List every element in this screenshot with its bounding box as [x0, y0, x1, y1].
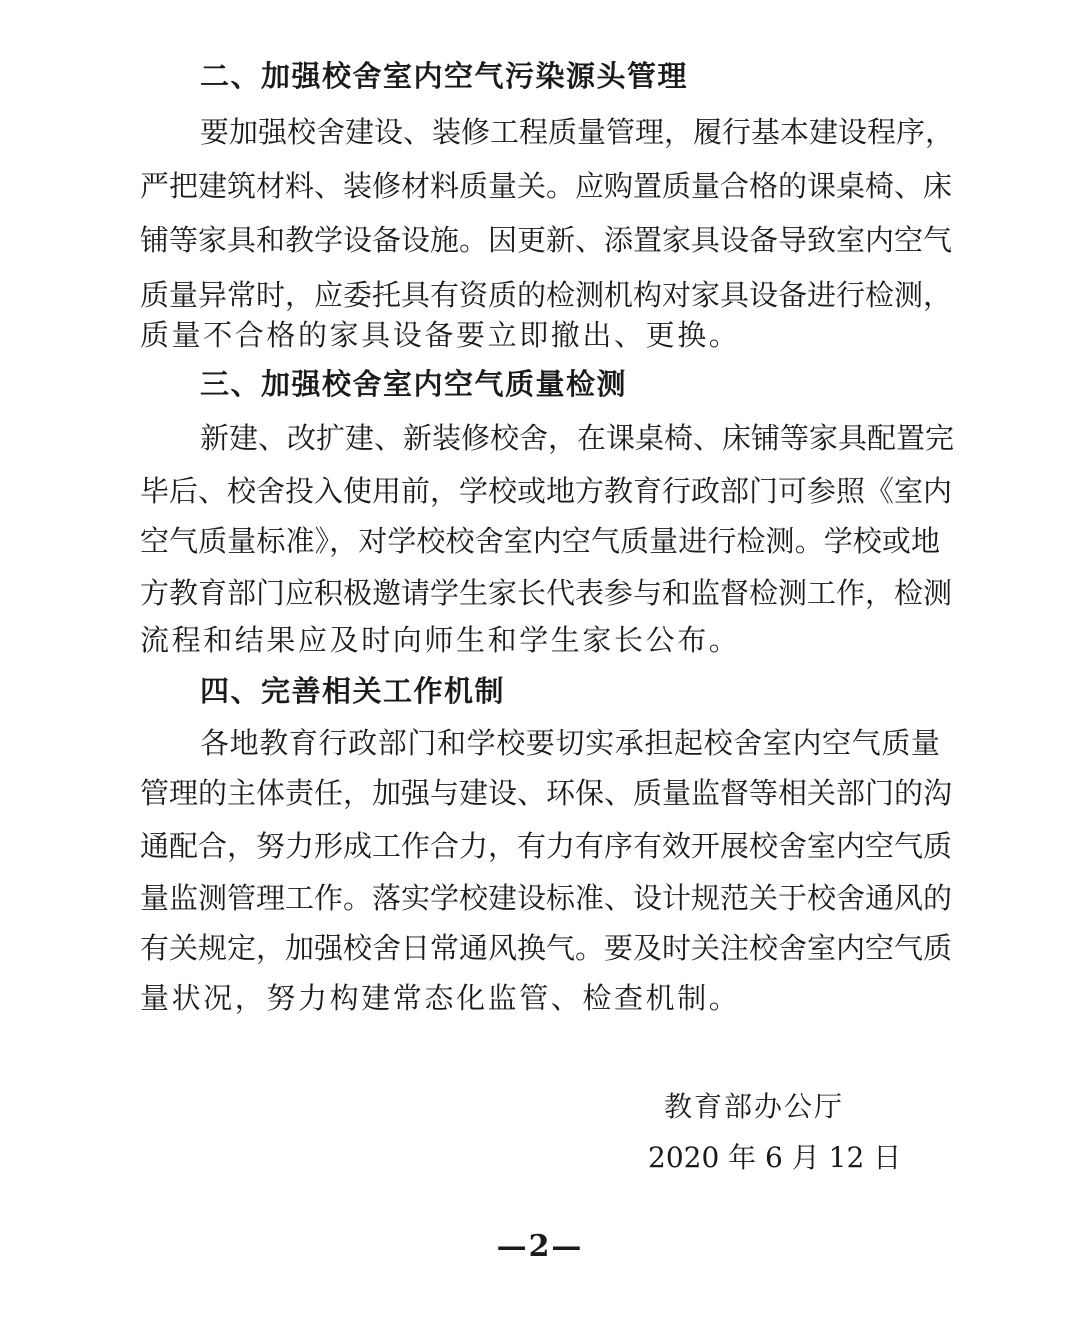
paragraph-line: 严把建筑材料、装修材料质量关。应购置质量合格的课桌椅、床 [140, 169, 953, 203]
issue-date: 2020 年 6 月 12 日 [648, 1141, 902, 1174]
section-heading: 三、加强校舍室内空气质量检测 [200, 367, 628, 401]
paragraph-line: 流程和结果应及时向师生和学生家长公布。 [140, 623, 741, 657]
section-heading: 二、加强校舍室内空气污染源头管理 [200, 59, 689, 93]
paragraph-line: 要加强校舍建设、装修工程质量管理，履行基本建设程序， [200, 115, 955, 149]
issuer-name: 教育部办公厅 [664, 1090, 845, 1123]
paragraph-line: 空气质量标准》，对学校校舍室内空气质量进行检测。学校或地 [140, 524, 940, 558]
paragraph-line: 质量异常时，应委托具有资质的检测机构对家具设备进行检测， [140, 278, 953, 312]
paragraph-line: 量状况，努力构建常态化监管、检查机制。 [140, 981, 741, 1015]
paragraph-line: 管理的主体责任，加强与建设、环保、质量监督等相关部门的沟 [140, 776, 953, 810]
paragraph-line: 毕后、校舍投入使用前，学校或地方教育行政部门可参照《室内 [140, 474, 953, 508]
paragraph-line: 铺等家具和教学设备设施。因更新、添置家具设备导致室内空气 [140, 223, 953, 257]
paragraph-line: 有关规定，加强校舍日常通风换气。要及时关注校舍室内空气质 [140, 931, 953, 965]
paragraph-line: 通配合，努力形成工作合力，有力有序有效开展校舍室内空气质 [140, 829, 953, 863]
page-number: —2— [496, 1229, 584, 1264]
paragraph-line: 方教育部门应积极邀请学生家长代表参与和监督检测工作，检测 [140, 576, 953, 610]
paragraph-line: 量监测管理工作。落实学校建设标准、设计规范关于校舍通风的 [140, 881, 953, 915]
section-heading: 四、完善相关工作机制 [200, 674, 506, 708]
paragraph-line: 质量不合格的家具设备要立即撤出、更换。 [140, 318, 741, 352]
paragraph-line: 各地教育行政部门和学校要切实承担起校舍室内空气质量 [200, 726, 940, 760]
paragraph-line: 新建、改扩建、新装修校舍，在课桌椅、床铺等家具配置完 [200, 421, 955, 455]
